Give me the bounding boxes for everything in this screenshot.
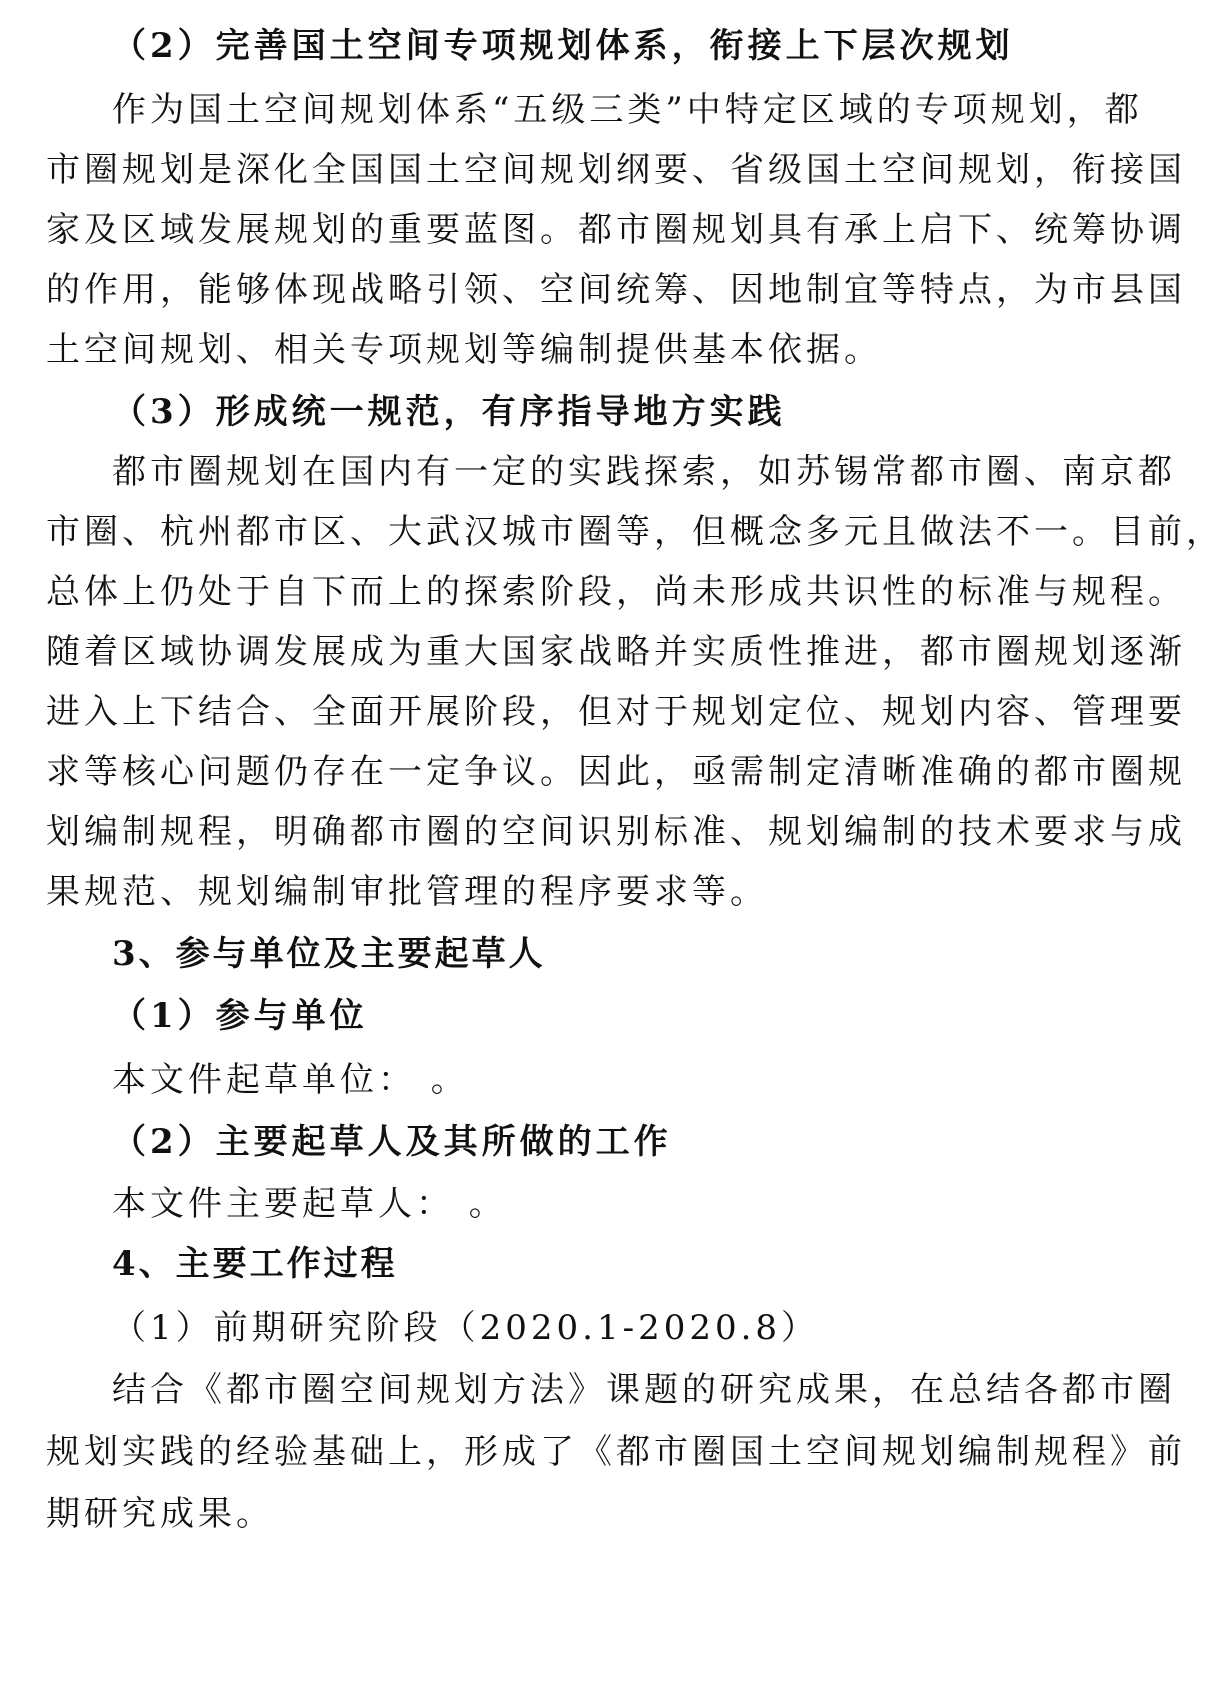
section-heading-2: （2）完善国土空间专项规划体系，衔接上下层次规划 (112, 26, 1014, 66)
part-heading-4: 4、主要工作过程 (112, 1244, 398, 1284)
subheading-early-research: （1）前期研究阶段（2020.1-2020.8） (112, 1308, 820, 1348)
paragraph-line: 市圈规划是深化全国国土空间规划纲要、省级国土空间规划，衔接国 (46, 150, 1186, 190)
paragraph-line: 期研究成果。 (46, 1494, 274, 1534)
paragraph-line: 果规范、规划编制审批管理的程序要求等。 (46, 872, 768, 912)
paragraph-line: 家及区域发展规划的重要蓝图。都市圈规划具有承上启下、统筹协调 (46, 210, 1186, 250)
paragraph-line: 结合《都市圈空间规划方法》课题的研究成果，在总结各都市圈 (112, 1370, 1176, 1410)
part-heading-3: 3、参与单位及主要起草人 (112, 934, 546, 974)
paragraph-line: 市圈、杭州都市区、大武汉城市圈等，但概念多元且做法不一。目前， (46, 512, 1224, 552)
section-heading-3: （3）形成统一规范，有序指导地方实践 (112, 392, 786, 432)
paragraph-line: 土空间规划、相关专项规划等编制提供基本依据。 (46, 330, 882, 370)
paragraph-line: 作为国土空间规划体系“五级三类”中特定区域的专项规划，都 (112, 90, 1143, 130)
paragraph-line: 总体上仍处于自下而上的探索阶段，尚未形成共识性的标准与规程。 (46, 572, 1186, 612)
paragraph-line: 求等核心问题仍存在一定争议。因此，亟需制定清晰准确的都市圈规 (46, 752, 1186, 792)
paragraph-line: 的作用，能够体现战略引领、空间统筹、因地制宜等特点，为市县国 (46, 270, 1186, 310)
main-drafter-text: 本文件主要起草人： 。 (112, 1184, 507, 1224)
subheading-participating-units: （1）参与单位 (112, 996, 368, 1036)
drafting-unit-text: 本文件起草单位： 。 (112, 1060, 469, 1100)
paragraph-line: 进入上下结合、全面开展阶段，但对于规划定位、规划内容、管理要 (46, 692, 1186, 732)
paragraph-line: 都市圈规划在国内有一定的实践探索，如苏锡常都市圈、南京都 (112, 452, 1176, 492)
paragraph-line: 划编制规程，明确都市圈的空间识别标准、规划编制的技术要求与成 (46, 812, 1186, 852)
paragraph-line: 随着区域协调发展成为重大国家战略并实质性推进，都市圈规划逐渐 (46, 632, 1186, 672)
subheading-main-drafters: （2）主要起草人及其所做的工作 (112, 1122, 672, 1162)
paragraph-line: 规划实践的经验基础上，形成了《都市圈国土空间规划编制规程》前 (46, 1432, 1186, 1472)
